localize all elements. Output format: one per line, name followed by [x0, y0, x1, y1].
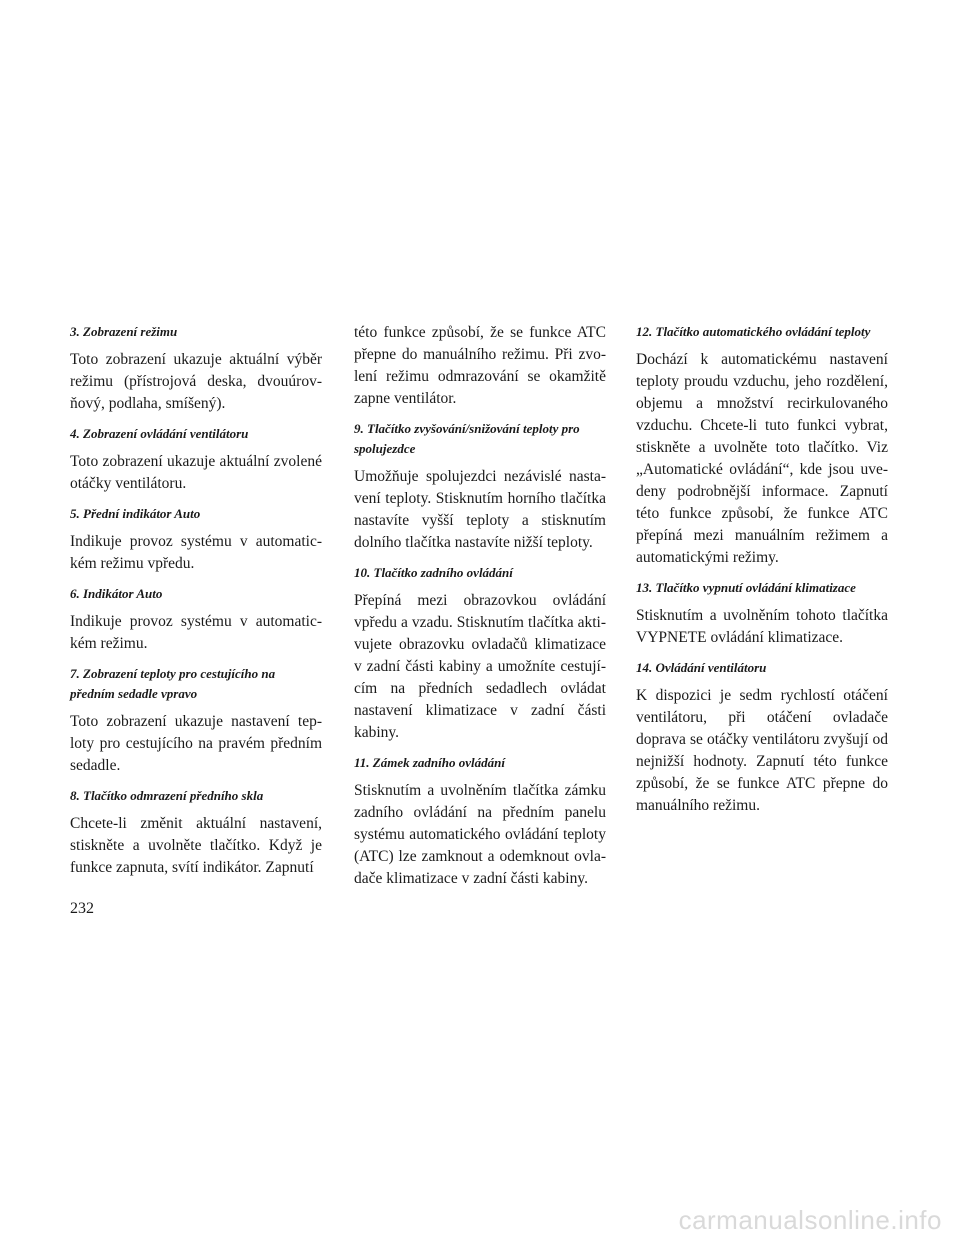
entry-text: Toto zobrazení ukazuje aktuální zvolené otáčky ventilátoru.: [70, 453, 322, 492]
manual-entry: [70, 424, 322, 495]
entry-heading: 12. Tlačítko automatického ovládání teploty: [636, 324, 871, 339]
entry-heading: 4. Zobrazení ovládání ventilátoru: [70, 426, 249, 441]
manual-entry: [70, 584, 322, 655]
column-3: [636, 322, 888, 826]
manual-entry: [354, 563, 606, 744]
entry-text: K dispozici je sedm rychlostí otáčení ventilátoru, při otáčení ovladače doprava se otáčky ventilátoru zvyšují od nejnižší hodnoty. Zapnutí této funkce způsobí, že se funkce ATC přepne do manuálního režimu.: [636, 687, 888, 814]
manual-entry: [70, 504, 322, 575]
page-number: 232: [70, 900, 94, 917]
manual-entry: [636, 578, 888, 649]
manual-entry: [70, 664, 322, 777]
entry-text: Toto zobrazení ukazuje nastavení teploty pro cestujícího na pravém předním sedadle.: [70, 713, 322, 774]
column-1: [70, 322, 322, 888]
entry-text: Indikuje provoz systému v automatickém režimu.: [70, 613, 322, 652]
manual-entry: [70, 322, 322, 415]
manual-entry: [354, 753, 606, 890]
entry-heading: 11. Zámek zadního ovládání: [354, 755, 505, 770]
entry-heading: 6. Indikátor Auto: [70, 586, 163, 601]
entry-text: této funkce způsobí, že se funkce ATC přepne do manuálního režimu. Při zvolení režimu odmrazování se okamžitě zapne ventilátor.: [354, 324, 606, 407]
entry-heading: 13. Tlačítko vypnutí ovládání klimatizace: [636, 580, 856, 595]
entry-text: Chcete-li změnit aktuální nastavení, stiskněte a uvolněte tlačítko. Když je funkce zapnuta, svítí indikátor. Zapnutí: [70, 815, 322, 876]
entry-heading: 14. Ovládání ventilátoru: [636, 660, 767, 675]
entry-heading: 8. Tlačítko odmrazení předního skla: [70, 788, 264, 803]
manual-entry: [354, 419, 606, 554]
entry-text: Indikuje provoz systému v automatickém režimu vpředu.: [70, 533, 322, 572]
entry-heading: 5. Přední indikátor Auto: [70, 506, 201, 521]
manual-entry: [636, 322, 888, 569]
entry-text: Stisknutím a uvolněním tlačítka zámku zadního ovládání na předním panelu systému automatického ovládání teploty (ATC) lze zamknout a odemknout ovladače klimatizace v zadní části kabiny.: [354, 782, 606, 887]
entry-text: Stisknutím a uvolněním tohoto tlačítka VYPNETE ovládání klimatizace.: [636, 607, 888, 646]
entry-heading: 7. Zobrazení teploty pro cestujícího na předním sedadle vpravo: [70, 666, 276, 701]
entry-text: Toto zobrazení ukazuje aktuální výběr režimu (přístrojová deska, dvouúrovňový, podlaha, smíšený).: [70, 351, 322, 412]
column-2: [354, 322, 606, 899]
entry-heading: 3. Zobrazení režimu: [70, 324, 178, 339]
entry-heading: 10. Tlačítko zadního ovládání: [354, 565, 513, 580]
watermark-text: carmanualsonline.info: [678, 1205, 942, 1235]
entry-text: Dochází k automatickému nastavení teploty proudu vzduchu, jeho rozdělení, objemu a množství recirkulovaného vzduchu. Chcete-li tuto funkci vybrat, stiskněte a uvolněte toto tlačítko. Viz „Automatické ovládání“, kde jsou uvedeny podrobnější informace. Zapnutí této funkce způsobí, že funkce ATC přepíná mezi manuálním režimem a automatickými režimy.: [636, 351, 888, 566]
manual-entry: [636, 658, 888, 817]
manual-entry: [70, 786, 322, 879]
entry-heading: 9. Tlačítko zvyšování/snižování teploty pro spolujezdce: [354, 421, 580, 456]
entry-text: Přepíná mezi obrazovkou ovládání vpředu a vzadu. Stisknutím tlačítka aktivujete obrazovku ovladačů klimatizace v zadní části kabiny a umožníte cestujícím na předních sedadlech ovládat nastavení klimatizace v zadní části kabiny.: [354, 592, 606, 741]
manual-entry: [354, 322, 606, 410]
entry-text: Umožňuje spolujezdci nezávislé nastavení teploty. Stisknutím horního tlačítka nastavíte vyšší teploty a stisknutím dolního tlačítka nastavíte nižší teploty.: [354, 468, 606, 551]
